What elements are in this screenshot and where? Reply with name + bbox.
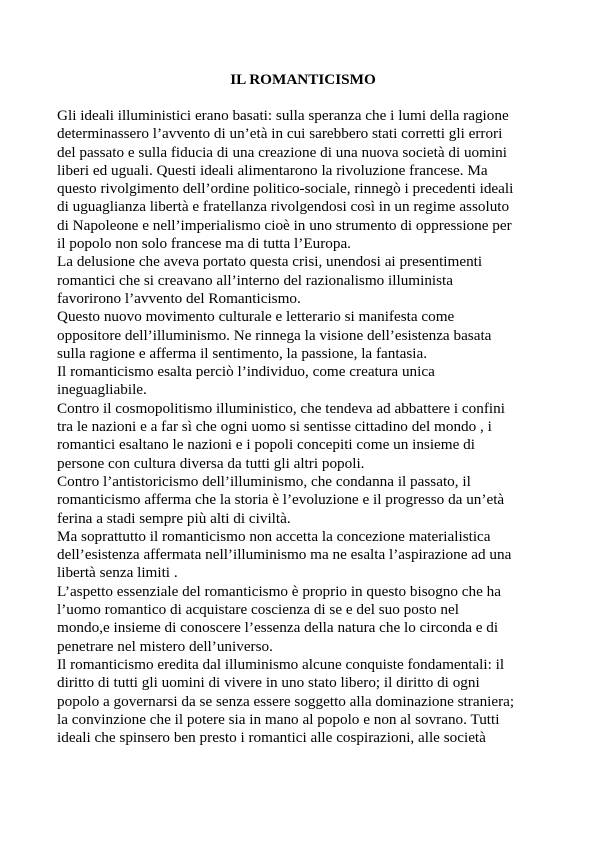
text-line: diritto di tutti gli uomini di vivere in uno stato libero; il diritto di ogni — [57, 674, 480, 692]
text-line: persone con cultura diversa da tutti gli altri popoli. — [57, 454, 365, 472]
text-line: oppositore dell’illuminismo. Ne rinnega la visione dell’esistenza basata — [57, 326, 492, 344]
text-line: libertà senza limiti . — [57, 564, 178, 582]
text-line: penetrare nel mistero dell’universo. — [57, 637, 273, 655]
text-line: Il romanticismo eredita dal illuminismo alcune conquiste fondamentali: il — [57, 655, 505, 673]
text-line: ferina a stadi sempre più alti di civiltà. — [57, 509, 291, 527]
text-line: romanticismo afferma che la storia è l’evoluzione e il progresso da un’età — [57, 491, 505, 509]
text-line: Il romanticismo esalta perciò l’individuo, come creatura unica — [57, 363, 435, 381]
text-line: Ma soprattutto il romanticismo non accetta la concezione materialistica — [57, 527, 491, 545]
text-line: Questo nuovo movimento culturale e letterario si manifesta come — [57, 308, 455, 326]
text-line: ideali che spinsero ben presto i romantici alle cospirazioni, alle società — [57, 729, 486, 747]
text-line: Gli ideali illuministici erano basati: sulla speranza che i lumi della ragione — [57, 107, 509, 124]
text-line: sulla ragione e afferma il sentimento, la passione, la fantasia. — [57, 344, 427, 362]
text-line: liberi ed uguali. Questi ideali alimentarono la rivoluzione francese. Ma — [57, 161, 488, 179]
text-line: la convinzione che il potere sia in mano al popolo e non al sovrano. Tutti — [57, 710, 500, 728]
text-line: romantici che si creavano all’interno del razionalismo illuminista — [57, 271, 454, 289]
text-line: favorirono l’avvento del Romanticismo. — [57, 289, 301, 307]
document-page — [57, 71, 541, 747]
text-line: L’aspetto essenziale del romanticismo è proprio in questo bisogno che ha — [57, 582, 501, 600]
text-line: La delusione che aveva portato questa crisi, unendosi ai presentimenti — [57, 253, 483, 271]
text-line: ineguagliabile. — [57, 381, 147, 399]
text-line: questo rivolgimento dell’ordine politico-sociale, rinnegò i precedenti ideali — [57, 180, 514, 198]
text-line: l’uomo romantico di acquistare coscienza di se e del suo posto nel — [57, 601, 459, 619]
text-line: di uguaglianza libertà e fratellanza rivolgendosi così in un regime assoluto — [57, 198, 510, 216]
text-line: del passato e sulla fiducia di una creazione di una nuova società di uomini — [57, 143, 507, 161]
text-line: popolo a governarsi da se senza essere soggetto alla dominazione straniera; — [57, 692, 515, 710]
text-line: dell’esistenza affermata nell’illuminismo ma ne esalta l’aspirazione ad una — [57, 546, 512, 564]
text-line: determinassero l’avvento di un’età in cui sarebbero stati corretti gli errori — [57, 125, 503, 143]
document-title: IL ROMANTICISMO — [230, 71, 376, 88]
text-line: Contro il cosmopolitismo illuministico, che tendeva ad abbattere i confini — [57, 399, 505, 417]
text-line: mondo,e insieme di conoscere l’essenza della natura che lo circonda e di — [57, 619, 499, 637]
text-line: Contro l’antistoricismo dell’illuminismo, che condanna il passato, il — [57, 472, 471, 490]
text-line: di Napoleone e nell’imperialismo cioè in uno strumento di oppressione per — [57, 216, 512, 234]
document-body — [57, 107, 541, 747]
text-line: il popolo non solo francese ma di tutta l’Europa. — [57, 235, 351, 253]
text-line: romantici esaltano le nazioni e i popoli concepiti come un insieme di — [57, 436, 475, 454]
text-line: tra le nazioni e a far sì che ogni uomo si sentisse cittadino del mondo , i — [57, 418, 492, 436]
